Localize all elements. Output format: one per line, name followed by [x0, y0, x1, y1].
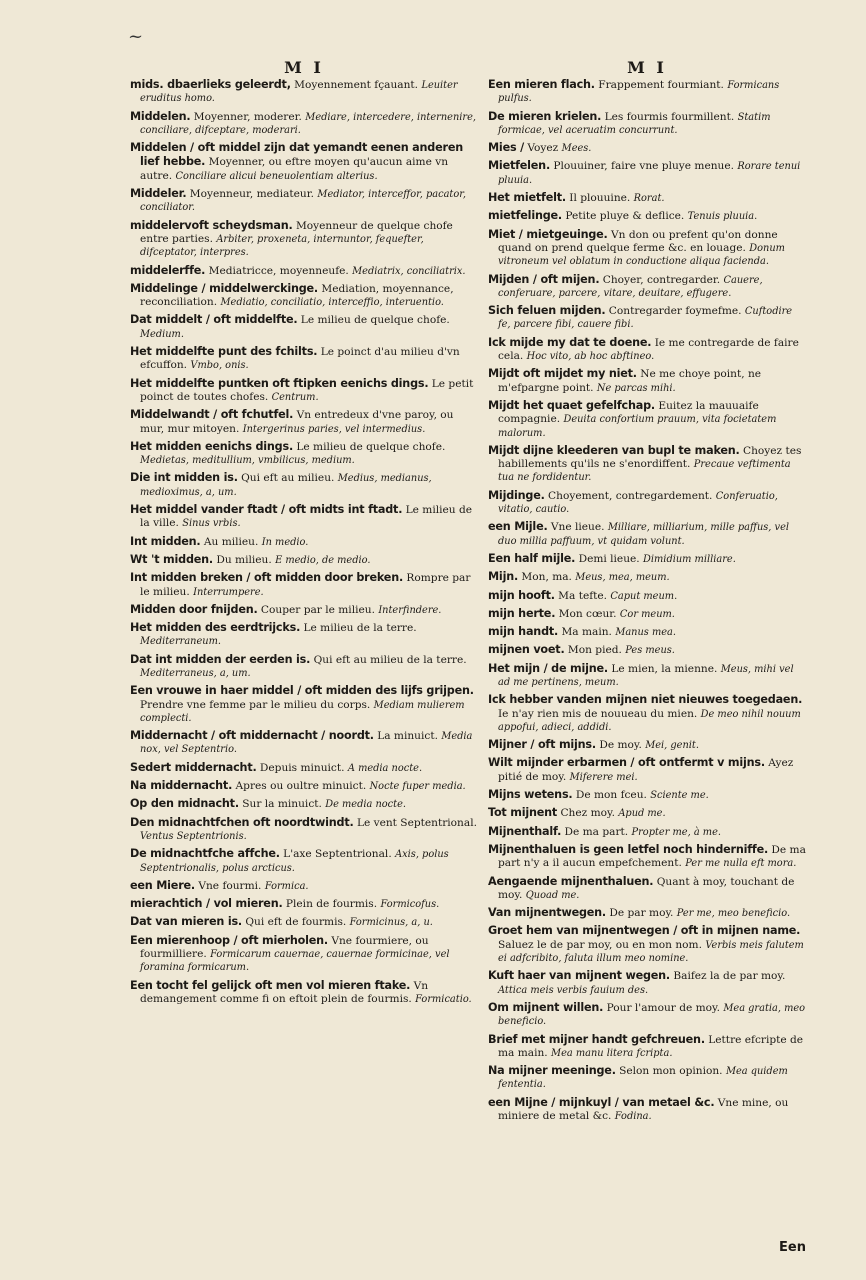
- latin-gloss: Formicofus.: [380, 899, 440, 911]
- dictionary-entry: [488, 643, 806, 657]
- french-gloss: L'axe Septentrional.: [283, 848, 392, 861]
- french-gloss: Plein de fourmis.: [285, 898, 378, 911]
- latin-gloss: Formicarum cauernae, cauernae formicinae, vel foramina formicarum.: [140, 949, 450, 974]
- headword: Het mijn / de mijne.: [488, 661, 608, 675]
- french-gloss: Vn entredeux d'vne paroy, ou mur, mur mitoyen.: [140, 409, 454, 435]
- latin-gloss: Donum vitroneum vel oblatum in conductione aliqua facienda.: [498, 242, 785, 268]
- french-gloss: Ma tefte.: [558, 589, 608, 602]
- dictionary-entry: [488, 1064, 806, 1092]
- headword: Tot mijnent: [488, 806, 558, 820]
- french-gloss: Choyez tes habillements qu'ils ne s'enordiffent.: [498, 444, 802, 471]
- dictionary-entry: [488, 1096, 806, 1124]
- headword: Wt 't midden.: [130, 552, 213, 566]
- left-entries: [130, 78, 478, 1006]
- right-column: [488, 58, 806, 1127]
- french-gloss: Chez moy.: [560, 807, 615, 820]
- latin-gloss: Miferere mei.: [569, 771, 638, 783]
- headword: Een mierenhoop / oft mierholen.: [130, 933, 328, 947]
- latin-gloss: Mees.: [561, 143, 592, 155]
- french-gloss: Choyer, contregarder.: [602, 273, 721, 286]
- dictionary-entry: [130, 377, 478, 405]
- french-gloss: Pour l'amour de moy.: [606, 1001, 720, 1014]
- latin-gloss: Fodina.: [614, 1111, 652, 1122]
- dictionary-entry: [488, 399, 806, 440]
- headword: Middelwandt / oft fchutfel.: [130, 408, 294, 422]
- headword: Na mijner meeninge.: [488, 1064, 616, 1078]
- headword: Van mijnentwegen.: [488, 906, 606, 920]
- french-gloss: Vne mine, ou miniere de metal &c.: [498, 1096, 789, 1122]
- french-gloss: Contregarder foymefme.: [608, 305, 742, 318]
- latin-gloss: Interrumpere.: [193, 586, 264, 598]
- french-gloss: Au milieu.: [203, 535, 259, 548]
- french-gloss: Petite pluye & deflice.: [565, 210, 685, 223]
- french-gloss: Moyennement fçauant.: [294, 79, 419, 91]
- headword: Mijdinge.: [488, 488, 545, 502]
- french-gloss: Euitez la mauuaife compagnie.: [498, 399, 759, 426]
- latin-gloss: Leuiter eruditus homo.: [140, 80, 458, 105]
- headword: Op den midnacht.: [130, 797, 239, 811]
- latin-gloss: Mei, genit.: [645, 740, 699, 752]
- latin-gloss: Media nox, vel Septentrio.: [140, 731, 473, 756]
- dictionary-entry: [130, 282, 478, 310]
- latin-gloss: Intergerinus paries, vel intermedius.: [242, 423, 426, 435]
- headword: Mijn.: [488, 570, 519, 584]
- latin-gloss: Cauere, conferuare, parcere, vitare, deuitare, effugere.: [498, 274, 763, 299]
- latin-gloss: Mediterraneus, a, um.: [140, 667, 251, 679]
- headword: Dat int midden der eerden is.: [130, 652, 311, 666]
- right-entries: [488, 78, 806, 1123]
- dictionary-entry: [488, 1001, 806, 1029]
- dictionary-entry: [130, 797, 478, 811]
- dictionary-entry: [488, 924, 806, 965]
- headword: Miet / mietgeuinge.: [488, 227, 608, 241]
- headword: Mijdt oft mijdet my niet.: [488, 367, 637, 381]
- headword: Den midnachtfchen oft noordtwindt.: [130, 815, 354, 829]
- latin-gloss: Conferuatio, vitatio, cautio.: [498, 490, 778, 516]
- dictionary-entry: [488, 756, 806, 784]
- headword: Dat middelt / oft middelfte.: [130, 313, 298, 327]
- dictionary-entry: [488, 191, 806, 205]
- latin-gloss: Formicatio.: [415, 993, 472, 1005]
- right-column-header: M I: [627, 58, 667, 77]
- headword: mijn hooft.: [488, 588, 555, 602]
- dictionary-entry: [488, 625, 806, 639]
- french-gloss: Le milieu de la terre.: [303, 622, 417, 635]
- latin-gloss: Mediatio, conciliatio, interceffio, interuentio.: [220, 297, 444, 309]
- dictionary-entry: [488, 209, 806, 223]
- headword: Mietfelen.: [488, 159, 550, 173]
- dictionary-entry: [130, 78, 478, 106]
- french-gloss: De moy.: [599, 739, 642, 752]
- dictionary-entry: [130, 761, 478, 775]
- headword: mierachtich / vol mieren.: [130, 897, 283, 911]
- headword: een Miere.: [130, 878, 195, 892]
- headword: een Mijne / mijnkuyl / van metael &c.: [488, 1095, 715, 1109]
- headword: Ick hebber vanden mijnen niet nieuwes toegedaen.: [488, 693, 803, 707]
- headword: Middernacht / oft middernacht / noordt.: [130, 729, 374, 743]
- latin-gloss: Vmbo, onis.: [190, 360, 249, 372]
- headword: Die int midden is.: [130, 471, 238, 485]
- french-gloss: Selon mon opinion.: [619, 1065, 723, 1078]
- latin-gloss: Propter me, à me.: [631, 826, 721, 838]
- french-gloss: Couper par le milieu.: [260, 603, 375, 616]
- french-gloss: Sur la minuict.: [242, 798, 322, 811]
- latin-gloss: Pes meus.: [625, 645, 675, 657]
- latin-gloss: Axis, polus Septentrionalis, polus arcticus.: [140, 849, 449, 874]
- french-gloss: De ma part.: [564, 825, 629, 838]
- headword: mietfelinge.: [488, 209, 562, 223]
- french-gloss: Du milieu.: [216, 553, 272, 566]
- latin-gloss: Mediare, intercedere, internenire, conciliare, difceptare, moderari.: [140, 111, 476, 136]
- headword: Mijdt dijne kleederen van bupl te maken.: [488, 443, 740, 457]
- headword: Om mijnent willen.: [488, 1000, 604, 1014]
- latin-gloss: Formicans pulfus.: [498, 80, 780, 105]
- headword: Een vrouwe in haer middel / oft midden des lijfs grijpen.: [130, 684, 474, 698]
- dictionary-entry: [488, 444, 806, 485]
- french-gloss: Depuis minuict.: [259, 761, 345, 774]
- latin-gloss: Cor meum.: [619, 608, 675, 620]
- french-gloss: Rompre par le milieu.: [140, 572, 471, 598]
- headword: Midden door fnijden.: [130, 602, 258, 616]
- french-gloss: Frappement fourmiant.: [598, 79, 724, 91]
- french-gloss: De par moy.: [609, 907, 674, 920]
- latin-gloss: Medietas, meditullium, vmbilicus, medium.: [140, 455, 355, 467]
- headword: De midnachtfche affche.: [130, 847, 280, 861]
- dictionary-entry: [488, 589, 806, 603]
- latin-gloss: Manus mea.: [615, 627, 676, 639]
- headword: Het middelfte punt des fchilts.: [130, 345, 318, 359]
- headword: Sich feluen mijden.: [488, 304, 606, 318]
- left-column-header: M I: [284, 58, 324, 77]
- dictionary-entry: [488, 806, 806, 820]
- latin-gloss: Cuftodire fe, parcere fibi, cauere fibi.: [498, 306, 793, 331]
- dictionary-entry: [130, 729, 478, 757]
- left-column: [130, 58, 478, 1010]
- french-gloss: Moyenneur de quelque chofe entre parties.: [140, 219, 453, 245]
- dictionary-entry: [130, 879, 478, 893]
- latin-gloss: E medio, de medio.: [275, 554, 371, 566]
- dictionary-entry: [130, 141, 478, 183]
- dictionary-entry: [488, 110, 806, 138]
- french-gloss: Mon pied.: [567, 644, 622, 657]
- dictionary-entry: [488, 843, 806, 871]
- dictionary-entry: [130, 535, 478, 549]
- latin-gloss: Mea gratia, meo beneficio.: [498, 1002, 806, 1028]
- latin-gloss: De meo nihil nouum appofui, adieci, addidi.: [498, 708, 801, 733]
- dictionary-entry: [130, 934, 478, 975]
- headword: Het midden eenichs dings.: [130, 439, 293, 453]
- latin-gloss: Quoad me.: [525, 889, 580, 901]
- french-gloss: De mon fceu.: [575, 789, 647, 802]
- french-gloss: Moyenner, moderer.: [193, 110, 302, 123]
- latin-gloss: A media nocte.: [347, 762, 423, 774]
- dictionary-entry: [130, 621, 478, 649]
- french-gloss: Vne lieue.: [550, 521, 605, 534]
- french-gloss: Vne fourmi.: [198, 879, 262, 892]
- dictionary-entry: [130, 345, 478, 373]
- french-gloss: Voyez: [527, 142, 559, 155]
- latin-gloss: De media nocte.: [325, 799, 407, 811]
- dictionary-entry: [130, 897, 478, 911]
- french-gloss: Mon cœur.: [558, 607, 617, 620]
- headword: mids. dbaerlieks geleerdt,: [130, 78, 291, 91]
- french-gloss: Apres ou oultre minuict.: [235, 780, 367, 793]
- french-gloss: Quant à moy, touchant de moy.: [498, 875, 795, 901]
- dictionary-entry: [130, 264, 478, 278]
- headword: Mijden / oft mijen.: [488, 272, 600, 286]
- latin-gloss: Sciente me.: [650, 790, 709, 802]
- french-gloss: Lettre efcripte de ma main.: [498, 1033, 804, 1059]
- headword: Mijner / oft mijns.: [488, 738, 596, 752]
- dictionary-entry: [488, 304, 806, 332]
- headword: Mies /: [488, 141, 524, 155]
- latin-gloss: Nocte fuper media.: [369, 781, 466, 793]
- dictionary-entry: [130, 503, 478, 531]
- dictionary-entry: [488, 969, 806, 997]
- latin-gloss: Caput meum.: [610, 590, 678, 602]
- latin-gloss: Per me, meo beneficio.: [676, 908, 791, 920]
- latin-gloss: Conciliare alicui beneuolentiam alterius.: [175, 170, 378, 182]
- headword: Aengaende mijnenthaluen.: [488, 874, 654, 888]
- latin-gloss: Sinus vrbis.: [182, 518, 241, 530]
- latin-gloss: Meus, mea, meum.: [575, 572, 670, 584]
- dictionary-entry: [488, 1033, 806, 1061]
- french-gloss: Ne me choye point, ne m'efpargne point.: [498, 368, 762, 394]
- headword: Groet hem van mijnentwegen / oft in mijnen name.: [488, 924, 801, 938]
- latin-gloss: Centrum.: [271, 391, 319, 403]
- dictionary-entry: [130, 553, 478, 567]
- latin-gloss: Medium.: [140, 328, 184, 340]
- dictionary-entry: [130, 571, 478, 599]
- dictionary-entry: [488, 825, 806, 839]
- dictionary-entry: [130, 979, 478, 1007]
- latin-gloss: Mediator, interceffor, pacator, conciliator.: [140, 189, 466, 214]
- headword: mijnen voet.: [488, 643, 565, 657]
- headword: Middelen.: [130, 109, 191, 123]
- headword: Wilt mijnder erbarmen / oft ontfermt v mijns.: [488, 756, 765, 770]
- latin-gloss: Apud me.: [618, 808, 666, 820]
- latin-gloss: Interfindere.: [378, 604, 442, 616]
- dictionary-entry: [488, 141, 806, 155]
- dictionary-entry: [488, 273, 806, 301]
- latin-gloss: Precaue veftimenta tua ne fordidentur.: [498, 459, 791, 484]
- headword: Een half mijle.: [488, 551, 576, 565]
- headword: Dat van mieren is.: [130, 915, 242, 929]
- french-gloss: Qui eft au milieu.: [241, 472, 335, 485]
- headword: middelervoft scheydsman.: [130, 218, 293, 232]
- headword: Een mieren flach.: [488, 78, 595, 91]
- headword: middelerffe.: [130, 263, 206, 277]
- french-gloss: La minuict.: [377, 730, 438, 743]
- dictionary-entry: [488, 336, 806, 364]
- dictionary-entry: [130, 684, 478, 725]
- latin-gloss: Medius, medianus, medioximus, a, um.: [140, 473, 432, 498]
- dictionary-entry: [488, 489, 806, 517]
- latin-gloss: Milliare, milliarium, mille paffus, vel duo millia paffuum, vt quidam volunt.: [498, 522, 789, 547]
- latin-gloss: Hoc vito, ab hoc abftineo.: [526, 351, 655, 363]
- headword: Brief met mijner handt gefchreuen.: [488, 1032, 705, 1046]
- french-gloss: Moyenneur, mediateur.: [189, 188, 315, 201]
- dictionary-entry: [488, 738, 806, 752]
- french-gloss: Choyement, contregardement.: [548, 489, 713, 502]
- french-gloss: Ie n'ay rien mis de nouueau du mien.: [498, 707, 698, 720]
- dictionary-entry: [130, 440, 478, 468]
- dictionary-entry: [130, 847, 478, 875]
- headword: Het mietfelt.: [488, 191, 566, 205]
- headword: Mijnenthalf.: [488, 824, 562, 838]
- headword: Int midden breken / oft midden door breken.: [130, 571, 404, 585]
- headword: Ick mijde my dat te doene.: [488, 335, 652, 349]
- latin-gloss: Verbis meis falutem ei adfcribito, faluta illum meo nomine.: [498, 939, 804, 965]
- french-gloss: Plouuiner, faire vne pluye menue.: [553, 160, 735, 173]
- corner-mark: ~: [128, 26, 144, 47]
- headword: Int midden.: [130, 534, 201, 548]
- french-gloss: Le milieu de quelque chofe.: [300, 314, 450, 327]
- french-gloss: Baifez la de par moy.: [673, 970, 786, 983]
- dictionary-entry: [130, 471, 478, 499]
- dictionary-entry: [488, 159, 806, 187]
- dictionary-entry: [130, 219, 478, 260]
- latin-gloss: Mediterraneum.: [140, 636, 221, 648]
- dictionary-entry: [130, 915, 478, 929]
- dictionary-entry: [130, 653, 478, 681]
- french-gloss: Mediatricce, moyenneufe.: [208, 264, 349, 277]
- headword: Na middernacht.: [130, 779, 233, 793]
- french-gloss: Demi lieue.: [578, 552, 640, 565]
- dictionary-entry: [488, 78, 806, 106]
- latin-gloss: Deuita confortium prauum, vita focietatem malorum.: [498, 414, 777, 439]
- dictionary-entry: [488, 228, 806, 269]
- latin-gloss: Mediatrix, conciliatrix.: [352, 265, 466, 277]
- french-gloss: Vn demangement comme fi on eftoit plein de fourmis.: [140, 979, 429, 1005]
- dictionary-entry: [488, 788, 806, 802]
- french-gloss: Saluez le de par moy, ou en mon nom.: [498, 938, 702, 951]
- dictionary-entry: [130, 603, 478, 617]
- headword: mijn herte.: [488, 606, 556, 620]
- latin-gloss: Rorare tenui pluuia.: [498, 161, 801, 186]
- french-gloss: Mediation, moyennance, reconciliation.: [140, 282, 454, 309]
- latin-gloss: Mediam mulierem complecti.: [140, 699, 465, 724]
- french-gloss: Le petit poinct de toutes chofes.: [140, 377, 474, 403]
- dictionary-entry: [488, 607, 806, 621]
- french-gloss: Le vent Septentrional.: [356, 816, 477, 829]
- french-gloss: Il plouuine.: [569, 192, 631, 205]
- dictionary-entry: [130, 110, 478, 138]
- french-gloss: Les fourmis fourmillent.: [604, 110, 735, 123]
- latin-gloss: Meus, mihi vel ad me pertinens, meum.: [498, 663, 794, 688]
- headword: Middeler.: [130, 187, 187, 201]
- french-gloss: Vn don ou prefent qu'on donne quand on prend quelque ferme &c. en louage.: [498, 228, 778, 254]
- french-gloss: Mon, ma.: [521, 571, 572, 584]
- latin-gloss: Mea manu litera fcripta.: [551, 1047, 673, 1059]
- latin-gloss: Attica meis verbis fauium des.: [498, 984, 649, 996]
- dictionary-entry: [130, 408, 478, 436]
- latin-gloss: Formica.: [264, 880, 309, 892]
- dictionary-entry: [488, 693, 806, 734]
- dictionary-entry: [488, 367, 806, 395]
- french-gloss: Le mien, la mienne.: [611, 662, 718, 675]
- french-gloss: Ma main.: [561, 626, 612, 639]
- dictionary-entry: [488, 875, 806, 903]
- latin-gloss: Arbiter, proxeneta, internuntor, fequefter, difceptator, interpres.: [140, 233, 424, 259]
- french-gloss: Le milieu de la ville.: [140, 504, 473, 530]
- headword: Middelinge / middelwerckinge.: [130, 281, 318, 295]
- headword: een Mijle.: [488, 520, 548, 534]
- headword: Mijnenthaluen is geen letfel noch hinderniffe.: [488, 842, 769, 856]
- french-gloss: Qui eft au milieu de la terre.: [313, 653, 467, 666]
- headword: Sedert middernacht.: [130, 760, 257, 774]
- dictionary-entry: [130, 187, 478, 215]
- latin-gloss: Statim formicae, vel aceruatim concurrunt.: [498, 111, 771, 136]
- latin-gloss: Dimidium milliare.: [643, 553, 736, 565]
- headword: Mijns wetens.: [488, 788, 573, 802]
- headword: Het middel vander ftadt / oft midts int ftadt.: [130, 503, 403, 517]
- dictionary-entry: [488, 520, 806, 548]
- french-gloss: Ayez pitié de moy.: [498, 757, 794, 783]
- dictionary-entry: [488, 570, 806, 584]
- dictionary-entry: [488, 552, 806, 566]
- headword: mijn handt.: [488, 625, 559, 639]
- catchword: Een: [779, 1240, 806, 1255]
- dictionary-entry: [130, 779, 478, 793]
- french-gloss: De ma part n'y a il aucun empefchement.: [498, 843, 806, 870]
- french-gloss: Moyenner, ou eftre moyen qu'aucun aime vn autre.: [140, 156, 449, 182]
- headword: Een tocht fel gelijck oft men vol mieren ftake.: [130, 978, 411, 992]
- french-gloss: Le milieu de quelque chofe.: [296, 440, 446, 453]
- dictionary-entry: [488, 906, 806, 920]
- headword: Mijdt het quaet gefelfchap.: [488, 398, 655, 412]
- headword: De mieren krielen.: [488, 109, 602, 123]
- dictionary-entry: [130, 313, 478, 341]
- headword: Kuft haer van mijnent wegen.: [488, 969, 670, 983]
- latin-gloss: Ne parcas mihi.: [596, 382, 676, 394]
- french-gloss: Qui eft de fourmis.: [245, 916, 347, 929]
- latin-gloss: Mea quidem fententia.: [498, 1066, 788, 1091]
- latin-gloss: Rorat.: [633, 193, 665, 205]
- latin-gloss: Ventus Septentrionis.: [140, 830, 247, 842]
- dictionary-entry: [130, 816, 478, 844]
- latin-gloss: In medio.: [261, 536, 309, 548]
- french-gloss: Prendre vne femme par le milieu du corps.: [140, 698, 371, 711]
- headword: Het midden des eerdtrijcks.: [130, 621, 301, 635]
- french-gloss: Vne fourmiere, ou fourmilliere.: [140, 934, 429, 961]
- dictionary-entry: [488, 662, 806, 690]
- headword: Middelen / oft middel zijn dat yemandt eenen anderen lief hebbe.: [130, 141, 463, 169]
- latin-gloss: Per me nulla eft mora.: [685, 858, 797, 870]
- headword: Het middelfte puntken oft ftipken eenichs dings.: [130, 376, 429, 390]
- latin-gloss: Tenuis pluuia.: [687, 211, 758, 223]
- french-gloss: Ie me contregarde de faire cela.: [498, 336, 799, 363]
- french-gloss: Le poinct d'au milieu d'vn efcuffon.: [140, 346, 460, 372]
- latin-gloss: Formicinus, a, u.: [349, 917, 433, 929]
